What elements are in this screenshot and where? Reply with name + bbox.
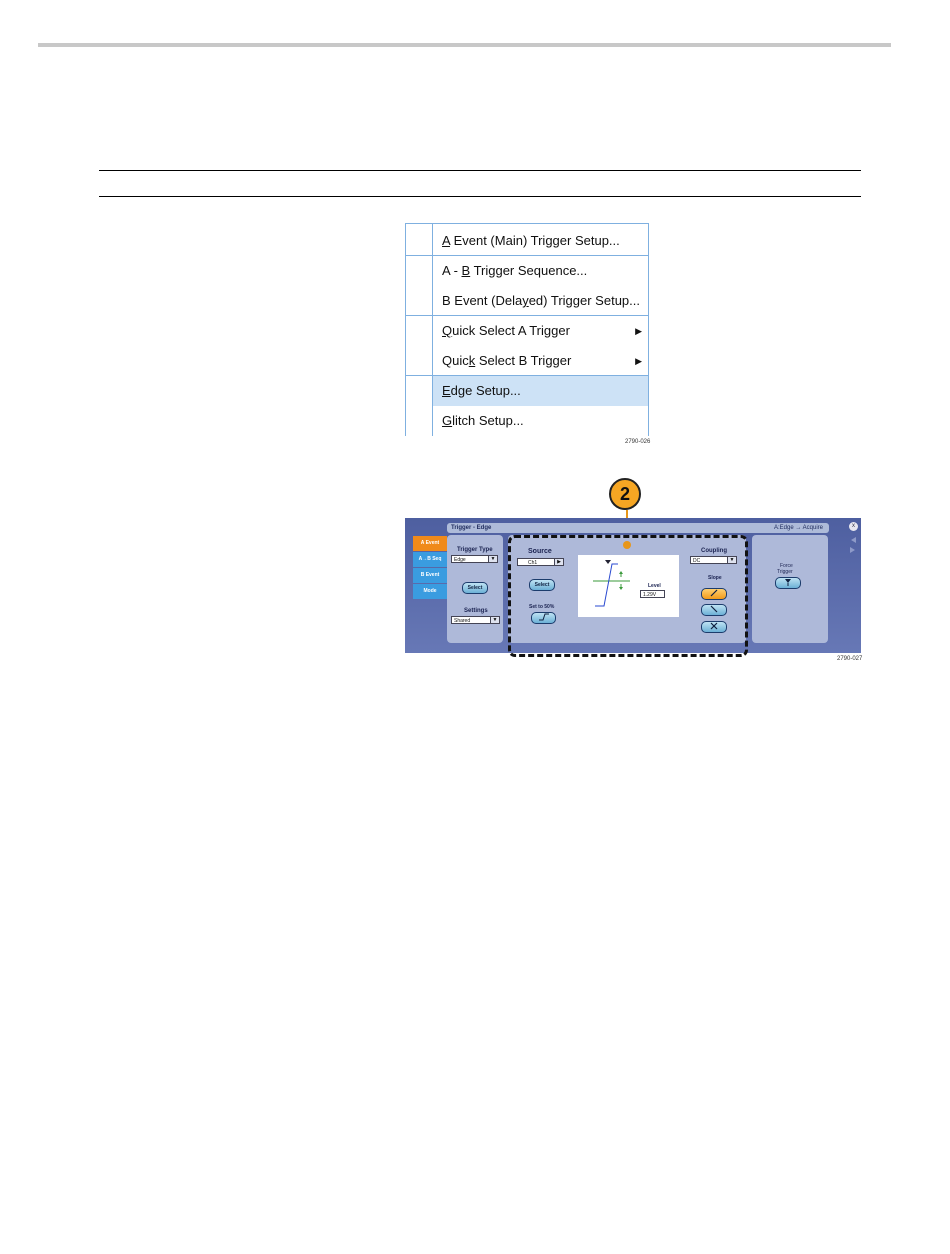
source-select-button[interactable]: Select [529, 579, 555, 591]
menu-item-ab-sequence[interactable]: A - B Trigger Sequence... [442, 263, 588, 278]
table-rule-bottom [99, 196, 861, 197]
trigger-icon [784, 578, 792, 586]
submenu-arrow-icon: ▶ [635, 356, 642, 366]
tab-a-event[interactable]: A Event [413, 536, 447, 551]
chevron-down-icon: ▼ [727, 557, 736, 563]
page-header-rule [38, 43, 891, 47]
trigger-type-label: Trigger Type [457, 547, 493, 553]
menu-item-a-event-setup[interactable]: A Event (Main) Trigger Setup... [442, 233, 620, 248]
level-value[interactable]: 1.29V [640, 590, 665, 598]
settings-dropdown[interactable]: Shared ▼ [451, 616, 500, 624]
callout-anchor-dot [623, 541, 631, 549]
close-icon[interactable]: x [849, 522, 858, 531]
force-trigger-button[interactable] [775, 577, 801, 589]
trigger-type-dropdown[interactable]: Edge ▼ [451, 555, 498, 563]
tab-b-event[interactable]: B Event [413, 568, 447, 583]
chevron-down-icon: ▼ [488, 556, 497, 562]
trigger-menu [405, 223, 649, 436]
figure-id-panel: 2790-027 [837, 656, 863, 662]
menu-item-b-event-setup[interactable]: B Event (Delayed) Trigger Setup... [442, 293, 640, 308]
menu-item-edge-setup[interactable]: Edge Setup... [433, 376, 648, 406]
source-label: Source [528, 548, 552, 555]
tab-ab-seq[interactable]: A→B Seq [413, 552, 447, 567]
submenu-arrow-icon: ▶ [635, 326, 642, 336]
force-trigger-label-2: Trigger [777, 569, 793, 575]
figure-id-menu: 2790-026 [625, 439, 651, 445]
table-rule-top [99, 170, 861, 171]
window-titlebar [447, 523, 829, 533]
menu-item-quick-select-a[interactable]: Quick Select A Trigger ▶ [433, 316, 648, 346]
callout-badge: 2 [609, 478, 641, 510]
play-icon: ▶ [554, 559, 563, 565]
scroll-arrows-icon[interactable] [849, 536, 857, 554]
menu-item-glitch-setup[interactable]: Glitch Setup... [442, 413, 524, 428]
force-trigger-label-1: Force [780, 563, 793, 569]
window-title: Trigger - Edge [451, 525, 492, 531]
tab-mode[interactable]: Mode [413, 584, 447, 599]
level-label: Level [648, 583, 661, 589]
chevron-down-icon: ▼ [490, 617, 499, 623]
set-50-label: Set to 50% [529, 604, 555, 610]
slope-label: Slope [708, 575, 722, 581]
callout-highlight-box [508, 535, 748, 657]
trigger-status: A:Edge → Acquire [773, 525, 823, 531]
coupling-dropdown[interactable]: DC ▼ [690, 556, 737, 564]
trigger-type-select-button[interactable]: Select [462, 582, 488, 594]
source-dropdown[interactable]: Ch1 ▶ [517, 558, 564, 566]
coupling-label: Coupling [701, 548, 727, 554]
menu-item-quick-select-b[interactable]: Quick Select B Trigger ▶ [433, 346, 648, 376]
settings-label: Settings [464, 608, 488, 614]
